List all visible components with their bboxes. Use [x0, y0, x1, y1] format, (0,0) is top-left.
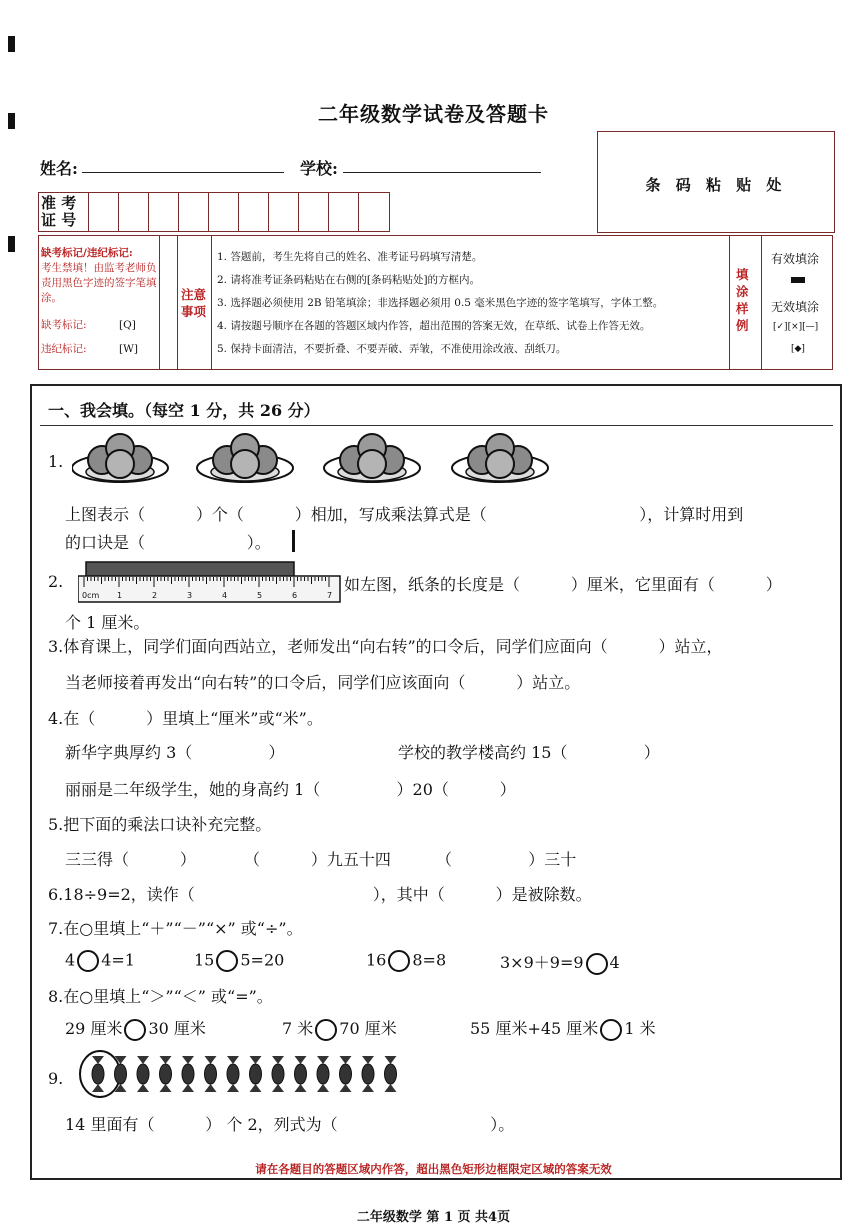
violation-mark-label: 违纪标记: [41, 343, 87, 355]
id-digit-cell[interactable] [119, 193, 149, 231]
invalid-fill-box: [◆] [791, 344, 805, 354]
q7-prompt: 7.在○里填上“＋”“－”“×” 或“÷”。 [48, 919, 303, 938]
q9-number: 9. [48, 1069, 64, 1088]
id-digit-cell[interactable] [329, 193, 359, 231]
attention-label: 注意事项 [181, 287, 207, 319]
id-digit-cell[interactable] [299, 193, 329, 231]
candy [362, 1056, 374, 1092]
ruler-label: 1 [117, 591, 123, 600]
ruler-label: 7 [327, 591, 333, 600]
ruler-label: 4 [222, 591, 228, 600]
ruler-illustration [78, 560, 344, 606]
answer-circle[interactable] [124, 1019, 146, 1041]
answer-circle[interactable] [388, 950, 410, 972]
school-label: 学校: [300, 159, 338, 178]
absent-mark-box[interactable]: [Q] [119, 319, 136, 331]
q5-prompt: 5.把下面的乘法口诀补充完整。 [48, 815, 272, 834]
q8-item-c: 55 厘米+45 厘米 1 米 [470, 1016, 656, 1041]
notice-rule: 3. 选择题必须使用 2B 铅笔填涂；非选择题必须用 0.5 毫米黑色字迹的签字笔填写，字体工整。 [217, 297, 664, 309]
cursor-mark [292, 530, 295, 552]
candy [160, 1056, 172, 1092]
page-footer: 二年级数学 第 1 页 共4页 [356, 1210, 511, 1225]
ruler-label: 6 [292, 591, 298, 600]
candy [385, 1056, 397, 1092]
notice-box [38, 235, 833, 370]
answer-circle[interactable] [216, 950, 238, 972]
registration-mark [8, 36, 15, 52]
q3-line1: 3.体育课上，同学们面向西站立，老师发出“向右转”的口令后，同学们应面向（ ）站立， [48, 637, 723, 656]
answer-circle[interactable] [600, 1019, 622, 1041]
valid-fill-sample [791, 277, 805, 283]
absent-instructions: 考生禁填！由监考老师负责用黑色字迹的签字笔填涂。 [41, 262, 157, 304]
candy [272, 1056, 284, 1092]
candy [205, 1056, 217, 1092]
candy [92, 1056, 104, 1092]
candy [295, 1056, 307, 1092]
candy [137, 1056, 149, 1092]
id-digit-cell[interactable] [359, 193, 389, 231]
id-digit-cell[interactable] [89, 193, 119, 231]
answer-area-note: 请在各题目的答题区域内作答，超出黑色矩形边框限定区域的答案无效 [255, 1162, 612, 1176]
q4-item-b: 学校的教学楼高约 15（ ） [398, 743, 660, 762]
absent-title: 缺考标记/违纪标记: [41, 247, 133, 259]
q1-number: 1. [48, 452, 64, 471]
valid-fill-label: 有效填涂 [771, 252, 820, 266]
id-digit-cell[interactable] [149, 193, 179, 231]
q9-line: 14 里面有（ ） 个 2，列式为（ ）。 [65, 1115, 515, 1134]
id-digit-cell[interactable] [269, 193, 299, 231]
invalid-fill-samples: [✓][×][—] [773, 322, 819, 332]
peach-plates-illustration [72, 428, 552, 494]
ruler-label: 5 [257, 591, 263, 600]
q4-prompt: 4.在（ ）里填上“厘米”或“米”。 [48, 709, 323, 728]
ruler-label: 3 [187, 591, 193, 600]
barcode-area [597, 131, 835, 233]
section-divider [40, 425, 833, 426]
candy [250, 1056, 262, 1092]
q7-item-c: 16 8=8 [366, 950, 446, 972]
q8-item-a: 29 厘米 30 厘米 [65, 1016, 206, 1041]
candy [317, 1056, 329, 1092]
exam-id-grid [38, 192, 390, 232]
id-digit-cell[interactable] [209, 193, 239, 231]
q8-item-b: 7 米 70 厘米 [282, 1016, 397, 1041]
candy [182, 1056, 194, 1092]
ruler-label: 2 [152, 591, 158, 600]
candy-illustration [76, 1048, 406, 1100]
q8-prompt: 8.在○里填上“＞”“＜” 或“=”。 [48, 987, 273, 1006]
notice-rule: 5. 保持卡面清洁，不要折叠、不要弄破、弄皱，不准使用涂改液、刮纸刀。 [217, 343, 567, 355]
school-field[interactable] [343, 172, 541, 173]
answer-circle[interactable] [77, 950, 99, 972]
invalid-fill-label: 无效填涂 [771, 300, 820, 314]
q5-item-a: 三三得（ ） [65, 850, 196, 869]
ruler-label: 0cm [82, 591, 100, 600]
q1-line1: 上图表示（ ）个（ ）相加，写成乘法算式是（ ），计算时用到 [65, 505, 744, 524]
q5-item-c: （ ）三十 [436, 850, 577, 869]
answer-circle[interactable] [315, 1019, 337, 1041]
q7-item-b: 15 5=20 [194, 950, 284, 972]
q5-item-b: （ ）九五十四 [244, 850, 391, 869]
exam-id-label: 准 考 证 号 [39, 193, 89, 231]
q3-line2: 当老师接着再发出“向右转”的口令后，同学们应该面向（ ）站立。 [65, 673, 581, 692]
absent-mark-label: 缺考标记: [41, 319, 87, 331]
candy [340, 1056, 352, 1092]
answer-circle[interactable] [586, 953, 608, 975]
registration-mark [8, 236, 15, 252]
name-label: 姓名: [40, 159, 78, 178]
notice-rule: 1. 答题前，考生先将自己的姓名、准考证号码填写清楚。 [217, 251, 483, 263]
barcode-label: 条 码 粘 贴 处 [645, 176, 787, 194]
notice-rule: 2. 请将准考证条码粘贴在右侧的[条码粘贴处]的方框内。 [217, 274, 481, 286]
candy [227, 1056, 239, 1092]
q1-line2: 的口诀是（ ）。 [65, 533, 271, 552]
fill-sample-label: 填涂样例 [736, 267, 749, 333]
q4-item-a: 新华字典厚约 3（ ） [65, 743, 285, 762]
id-digit-cell[interactable] [179, 193, 209, 231]
q2-number: 2. [48, 572, 64, 591]
id-digit-cell[interactable] [239, 193, 269, 231]
page-title: 二年级数学试卷及答题卡 [318, 102, 549, 126]
q7-item-a: 4 4=1 [65, 950, 135, 972]
q2-line2: 个 1 厘米。 [65, 613, 150, 632]
name-field[interactable] [82, 172, 284, 173]
q4-item-c: 丽丽是二年级学生，她的身高约 1（ ）20（ ） [65, 780, 516, 799]
q2-line1: 如左图，纸条的长度是（ ）厘米，它里面有（ ） [344, 575, 782, 594]
section-title: 一、我会填。（每空 1 分，共 26 分） [48, 401, 320, 420]
violation-mark-box[interactable]: [W] [119, 343, 138, 355]
q6-line: 6.18÷9=2，读作（ ），其中（ ）是被除数。 [48, 885, 592, 904]
q7-item-d: 3×9＋9=9 4 [500, 950, 620, 975]
notice-rule: 4. 请按题号顺序在各题的答题区域内作答，超出范围的答案无效，在草纸、试卷上作答无效。 [217, 320, 651, 332]
